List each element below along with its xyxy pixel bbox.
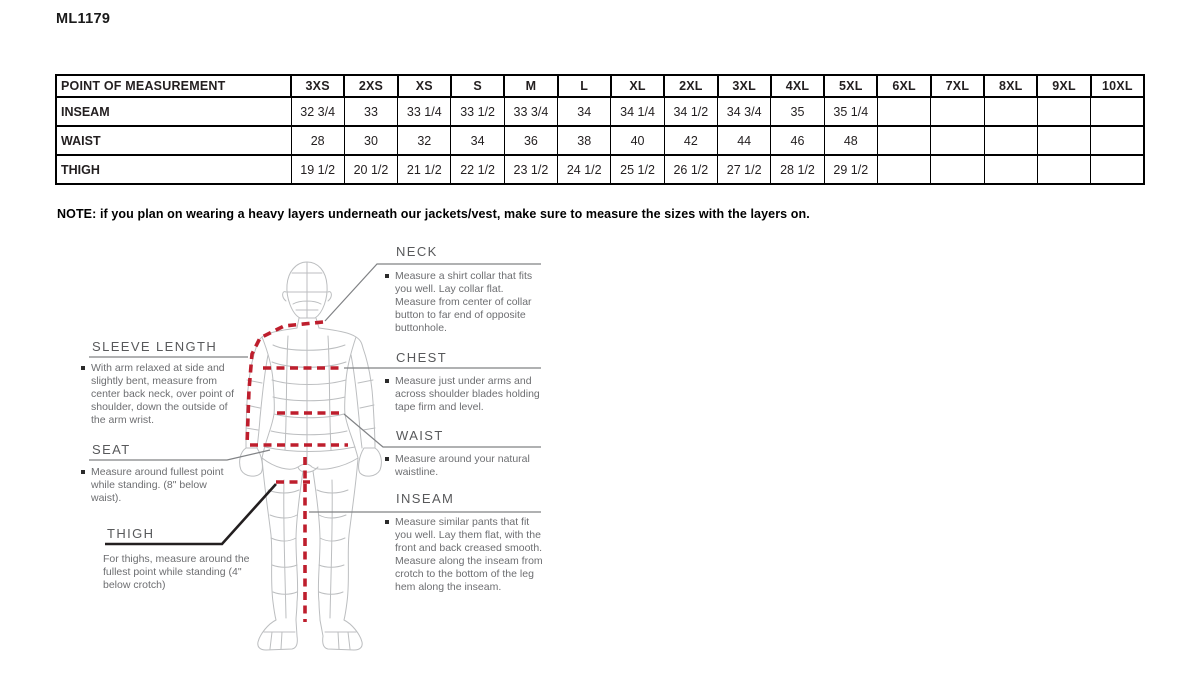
size-value-cell: 25 1/2 — [611, 155, 664, 184]
bullet-icon — [81, 366, 85, 370]
size-value-cell: 42 — [664, 126, 717, 155]
waist-text: Measure around your natural waistline. — [395, 453, 530, 479]
size-value-cell: 35 1/4 — [824, 97, 877, 126]
inseam-description — [385, 516, 545, 594]
waist-title: WAIST — [396, 428, 444, 443]
neck-title: NECK — [396, 244, 438, 259]
table-row — [56, 97, 1144, 126]
size-value-cell: 26 1/2 — [664, 155, 717, 184]
neck-description — [385, 270, 541, 335]
size-header-cell: 2XS — [344, 75, 397, 97]
seat-label — [92, 442, 131, 457]
seat-description — [81, 466, 231, 505]
size-header-cell: S — [451, 75, 504, 97]
row-label: INSEAM — [56, 97, 291, 126]
size-value-cell — [931, 126, 984, 155]
size-header-cell: 7XL — [931, 75, 984, 97]
size-value-cell: 34 — [558, 97, 611, 126]
size-value-cell: 19 1/2 — [291, 155, 344, 184]
size-value-cell: 33 1/4 — [398, 97, 451, 126]
size-value-cell: 44 — [718, 126, 771, 155]
sleeve-length-label — [92, 339, 217, 354]
size-value-cell — [1037, 155, 1090, 184]
size-value-cell — [931, 97, 984, 126]
size-value-cell: 34 — [451, 126, 504, 155]
wireframe-figure — [240, 262, 382, 650]
size-header-cell: 8XL — [984, 75, 1037, 97]
size-header-cell: XL — [611, 75, 664, 97]
chest-title: CHEST — [396, 350, 448, 365]
bullet-icon — [385, 457, 389, 461]
sleeve-length-title: SLEEVE LENGTH — [92, 339, 218, 354]
size-value-cell: 30 — [344, 126, 397, 155]
size-value-cell: 28 — [291, 126, 344, 155]
bullet-icon — [385, 520, 389, 524]
size-value-cell: 32 3/4 — [291, 97, 344, 126]
size-value-cell: 33 3/4 — [504, 97, 557, 126]
size-value-cell: 22 1/2 — [451, 155, 504, 184]
size-value-cell — [931, 155, 984, 184]
table-row — [56, 126, 1144, 155]
row-label: WAIST — [56, 126, 291, 155]
size-header-cell: 9XL — [1037, 75, 1090, 97]
bullet-icon — [81, 470, 85, 474]
size-value-cell: 23 1/2 — [504, 155, 557, 184]
bullet-icon — [385, 379, 389, 383]
size-header-cell: L — [558, 75, 611, 97]
inseam-label — [396, 491, 454, 506]
waist-description — [385, 453, 545, 479]
waist-label — [396, 428, 444, 443]
size-value-cell — [984, 97, 1037, 126]
size-value-cell: 27 1/2 — [718, 155, 771, 184]
thigh-text: For thighs, measure around the fullest point while standing (4" below crotch) — [103, 553, 250, 592]
chest-description — [385, 375, 547, 414]
sleeve-length-description — [81, 362, 241, 427]
thigh-description — [103, 553, 253, 592]
size-value-cell — [877, 126, 930, 155]
size-header-cell: 2XL — [664, 75, 717, 97]
size-value-cell — [984, 126, 1037, 155]
pom-header-cell: POINT OF MEASUREMENT — [56, 75, 291, 97]
size-value-cell — [877, 155, 930, 184]
size-value-cell: 34 1/4 — [611, 97, 664, 126]
size-value-cell — [1091, 155, 1144, 184]
size-value-cell: 35 — [771, 97, 824, 126]
size-header-cell: M — [504, 75, 557, 97]
size-header-cell: 4XL — [771, 75, 824, 97]
seat-title: SEAT — [92, 442, 131, 457]
row-label: THIGH — [56, 155, 291, 184]
size-value-cell: 21 1/2 — [398, 155, 451, 184]
size-header-cell: 6XL — [877, 75, 930, 97]
size-value-cell: 32 — [398, 126, 451, 155]
thigh-title: THIGH — [107, 526, 155, 541]
size-header-cell: 10XL — [1091, 75, 1144, 97]
seat-text: Measure around fullest point while standing. (8" below waist). — [91, 466, 224, 505]
size-value-cell: 20 1/2 — [344, 155, 397, 184]
size-value-cell: 29 1/2 — [824, 155, 877, 184]
size-value-cell: 24 1/2 — [558, 155, 611, 184]
size-value-cell: 48 — [824, 126, 877, 155]
inseam-text: Measure similar pants that fit you well. Lay them flat, with the front and back creased smooth. Measure along the inseam from crotch to the bottom of the leg hem along the inseam. — [395, 516, 543, 594]
size-value-cell — [1037, 97, 1090, 126]
bullet-icon — [385, 274, 389, 278]
size-value-cell — [984, 155, 1037, 184]
thigh-label — [107, 526, 154, 541]
size-value-cell: 34 3/4 — [718, 97, 771, 126]
measurement-diagram — [0, 240, 640, 677]
size-value-cell — [877, 97, 930, 126]
size-value-cell — [1091, 97, 1144, 126]
note-text: NOTE: if you plan on wearing a heavy layers underneath our jackets/vest, make sure to measure the sizes with the layers on. — [57, 207, 810, 221]
size-header-cell: 3XL — [718, 75, 771, 97]
size-table — [55, 74, 1145, 185]
chest-label — [396, 350, 447, 365]
size-value-cell: 46 — [771, 126, 824, 155]
document-title: ML1179 — [56, 11, 111, 27]
size-header-cell: 3XS — [291, 75, 344, 97]
table-row — [56, 155, 1144, 184]
sleeve-length-text: With arm relaxed at side and slightly bent, measure from center back neck, over point of shoulder, down the outside of the arm wrist. — [91, 362, 234, 427]
size-value-cell: 38 — [558, 126, 611, 155]
size-value-cell: 33 — [344, 97, 397, 126]
neck-text: Measure a shirt collar that fits you well. Lay collar flat. Measure from center of collar button to far end of opposite buttonhole. — [395, 270, 533, 335]
size-value-cell — [1037, 126, 1090, 155]
size-value-cell: 36 — [504, 126, 557, 155]
size-value-cell: 33 1/2 — [451, 97, 504, 126]
inseam-title: INSEAM — [396, 491, 455, 506]
size-value-cell: 28 1/2 — [771, 155, 824, 184]
neck-label — [396, 244, 438, 259]
sleeve-measure-line — [247, 322, 323, 445]
chest-text: Measure just under arms and across shoulder blades holding tape firm and level. — [395, 375, 540, 414]
size-value-cell — [1091, 126, 1144, 155]
size-value-cell: 34 1/2 — [664, 97, 717, 126]
size-value-cell: 40 — [611, 126, 664, 155]
size-header-cell: XS — [398, 75, 451, 97]
size-header-cell: 5XL — [824, 75, 877, 97]
